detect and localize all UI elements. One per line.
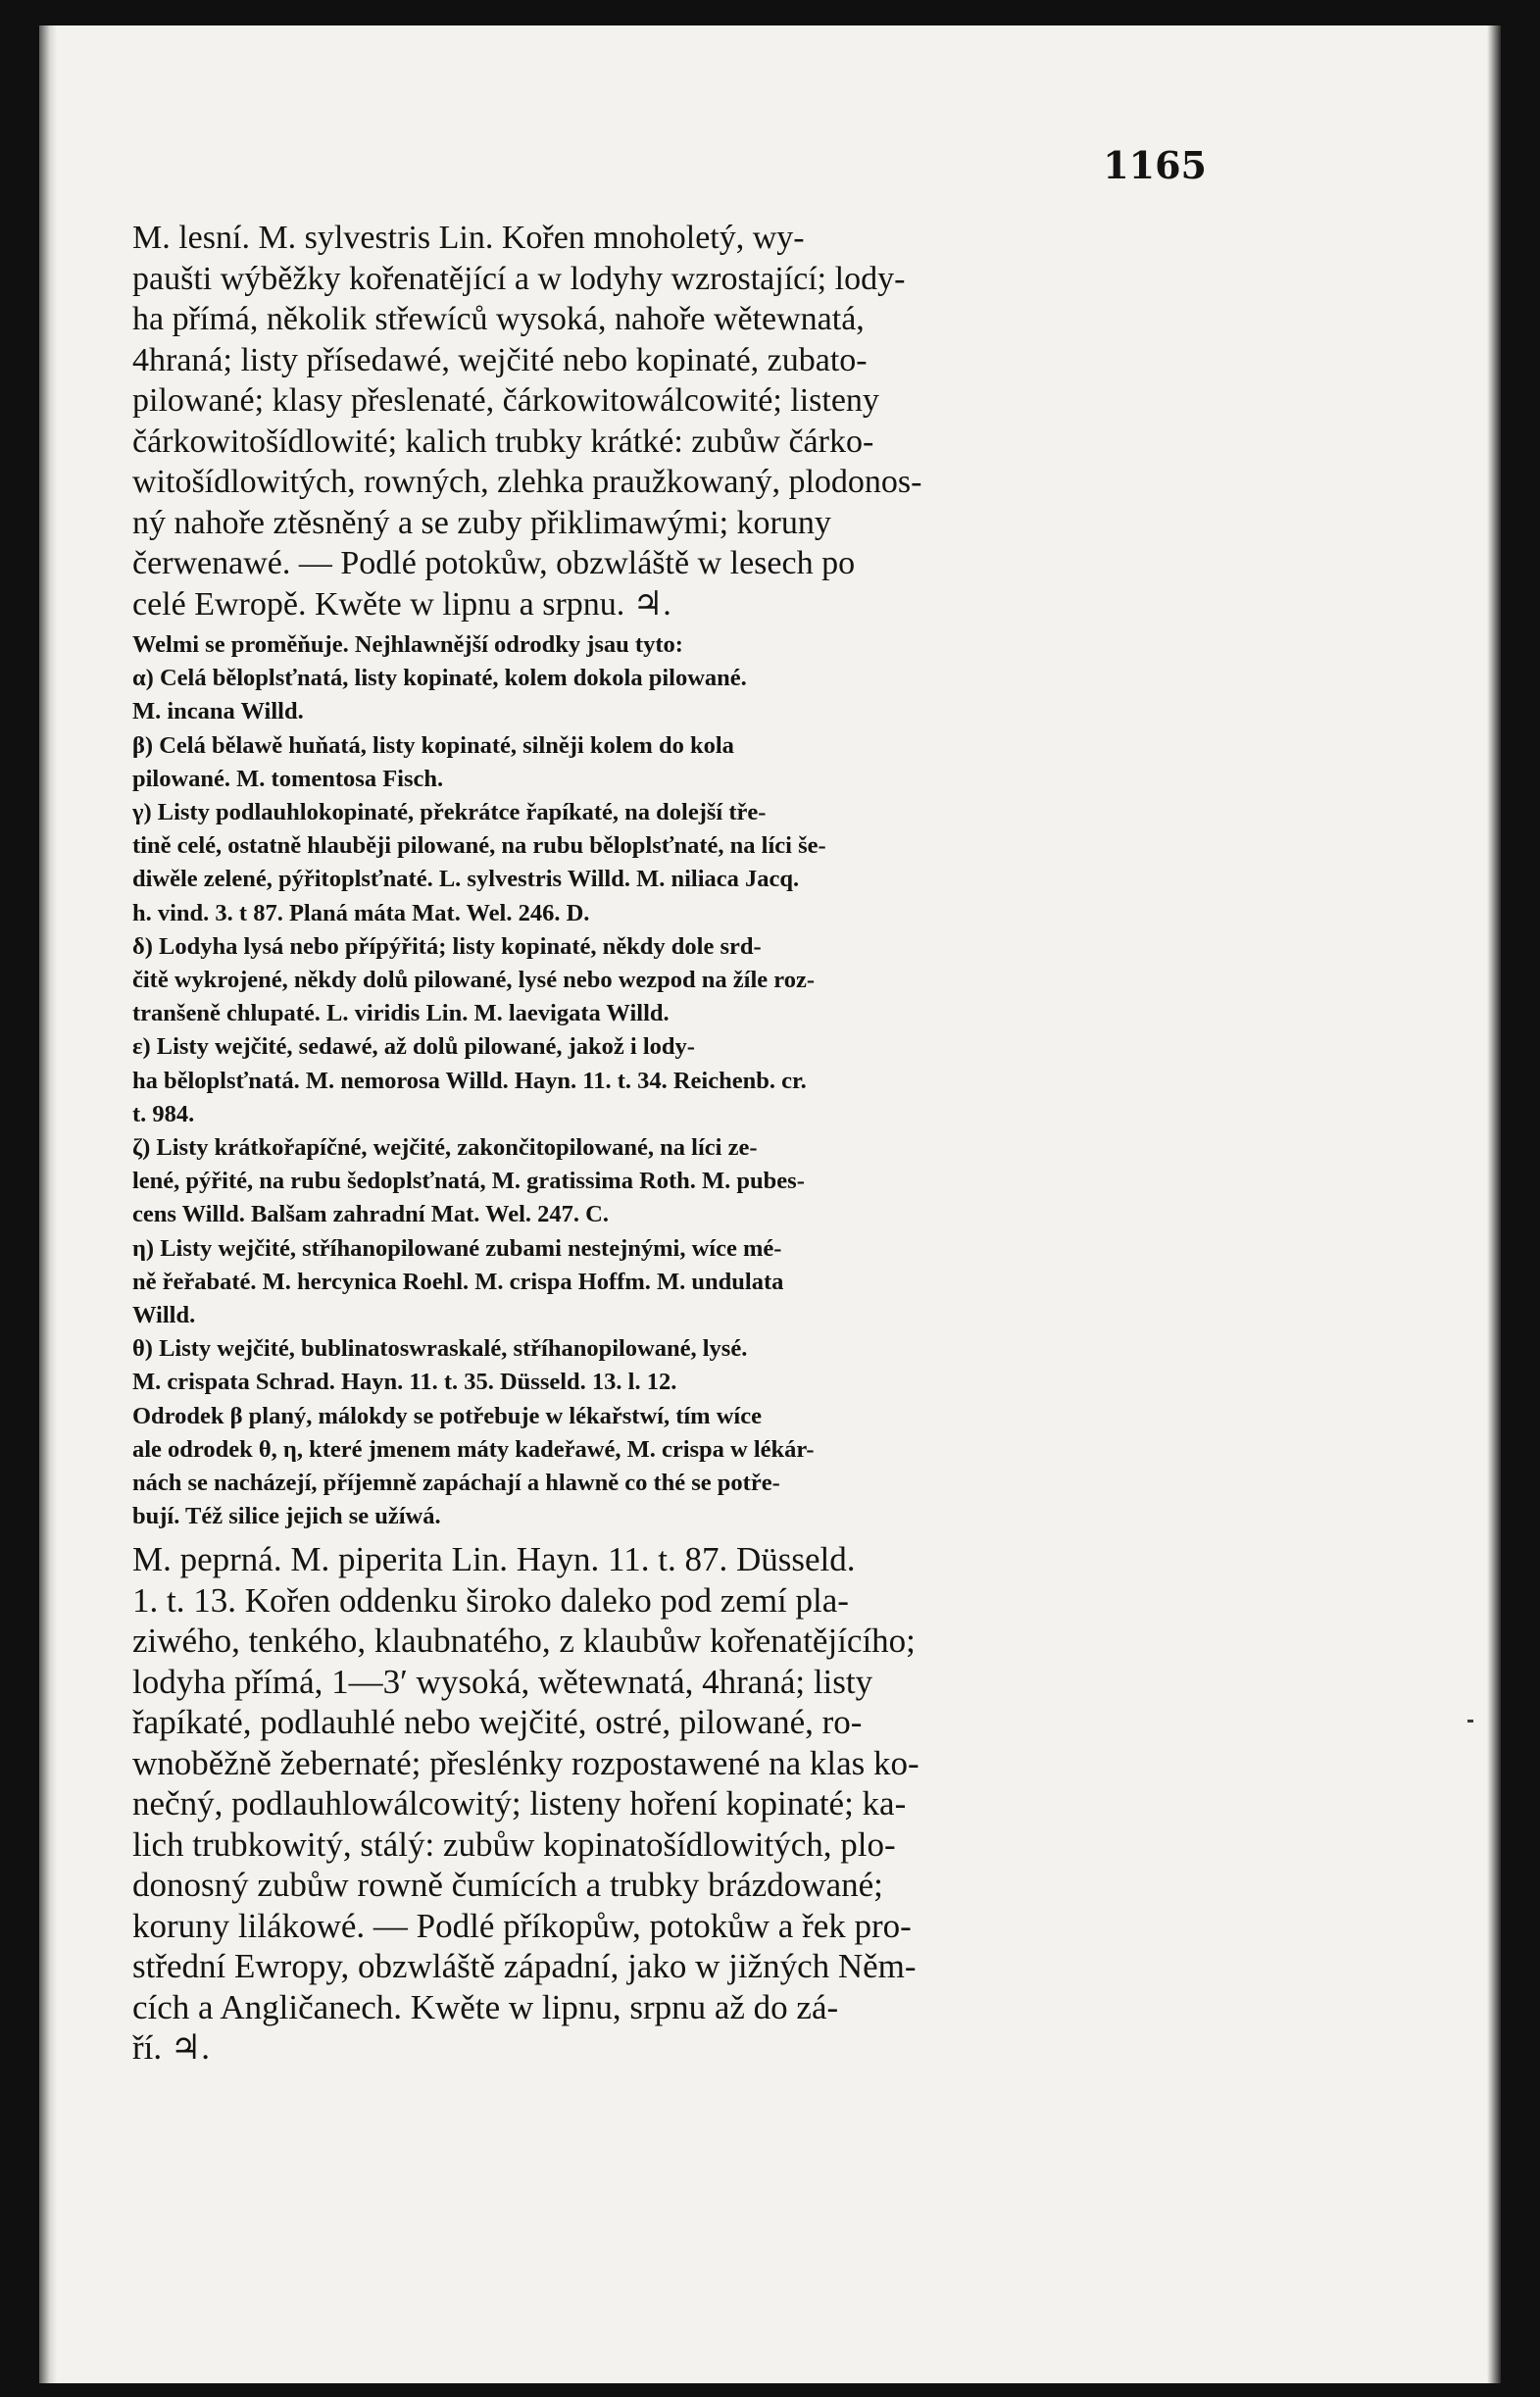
text-line: tině celé, ostatně hlauběji pilowané, na rubu běloplsťnaté, na líci še- [132,832,826,860]
binding-edge [39,25,57,2383]
text-line: lodyha přímá, 1—3′ wysoká, wětewnatá, 4hraná; listy [132,1662,873,1701]
text-line: wnoběžně žebernaté; přeslénky rozpostawené na klas ko- [132,1743,919,1782]
text-line: M. lesní. M. sylvestris Lin. Kořen mnoholetý, wy- [132,220,805,256]
text-line: řapíkaté, podlauhlé nebo wejčité, ostré, pilowané, ro- [132,1703,863,1742]
text-line: ale odrodek θ, η, které jmenem máty kadeřawé, M. crispa w lékár- [132,1435,815,1463]
text-line: ha běloplsťnatá. M. nemorosa Willd. Hayn. 11. t. 34. Reichenb. cr. [132,1067,807,1094]
text-line: α) Celá běloplsťnatá, listy kopinaté, kolem dokola pilowané. [132,665,747,692]
text-line: cích a Angličanech. Kwěte w lipnu, srpnu až do zá- [132,1987,839,2026]
varieties-note [132,628,1240,1533]
text-line: ζ) Listy krátkořapíčné, wejčité, zakončitopilowané, na líci ze- [132,1134,758,1162]
page-edge [1487,25,1501,2383]
text-line: 4hraná; listy přísedawé, wejčité nebo kopinaté, zubato- [132,341,868,378]
text-line: θ) Listy wejčité, bublinatoswraskalé, stříhanopilowané, lysé. [132,1335,748,1363]
page-number: 1165 [1103,143,1207,187]
text-line: h. vind. 3. t 87. Planá máta Mat. Wel. 246. D. [132,899,590,926]
text-line: diwěle zelené, pýřitoplsťnaté. L. sylvestris Willd. M. niliaca Jacq. [132,866,800,893]
text-line: celé Ewropě. Kwěte w lipnu a srpnu. ♃. [132,585,671,623]
text-line: γ) Listy podlauhlokopinaté, překrátce řapíkaté, na dolejší tře- [132,799,767,826]
text-line: M. peprná. M. piperita Lin. Hayn. 11. t. 87. Düsseld. [132,1540,856,1579]
text-line: paušti wýběžky kořenatějící a w lodyhy wzrostající; lody- [132,260,906,297]
text-line: ziwého, tenkého, klaubnatého, z klaubůw kořenatějícího; [132,1622,916,1661]
text-line: η) Listy wejčité, stříhanopilowané zubami nestejnými, wíce mé- [132,1234,782,1262]
text-line: čerwenawé. — Podlé potokůw, obzwláště w lesech po [132,545,856,581]
text-line: nách se nacházejí, příjemně zapáchají a hlawně co thé se potře- [132,1470,780,1497]
text-line: koruny lilákowé. — Podlé příkopůw, potokůw a řek pro- [132,1906,912,1945]
paragraph-mentha-peprna [132,1539,1240,2069]
book-page [39,25,1501,2383]
text-line: ný nahoře ztěsněný a se zuby přiklimawými; koruny [132,504,831,541]
text-line: Willd. [132,1302,196,1329]
text-block [132,218,1240,2069]
text-line: ří. ♃. [132,2028,211,2068]
text-line: δ) Lodyha lysá nebo přípýřitá; listy kopinaté, někdy dole srd- [132,932,762,960]
text-line: ně řeřabaté. M. hercynica Roehl. M. crispa Hoffm. M. undulata [132,1268,784,1295]
text-line: čitě wykrojené, někdy dolů pilowané, lysé nebo wezpod na žíle roz- [132,967,815,994]
text-line: ε) Listy wejčité, sedawé, až dolů pilowané, jakož i lody- [132,1033,695,1061]
text-line: cens Willd. Balšam zahradní Mat. Wel. 247. C. [132,1201,609,1228]
margin-mark [1467,1720,1473,1723]
text-line: střední Ewropy, obzwláště západní, jako w jižných Něm- [132,1947,917,1986]
text-line: pilowané; klasy přeslenaté, čárkowitowálcowité; listeny [132,382,879,419]
text-line: Welmi se proměňuje. Nejhlawnější odrodky jsau tyto: [132,631,683,658]
text-line: Odrodek β planý, málokdy se potřebuje w lékařstwí, tím wíce [132,1402,762,1429]
text-line: lené, pýřité, na rubu šedoplsťnatá, M. gratissima Roth. M. pubes- [132,1168,805,1195]
text-line: witošídlowitých, rowných, zlehka praužkowaný, plodonos- [132,464,922,500]
text-line: M. incana Willd. [132,698,304,725]
text-line: 1. t. 13. Kořen oddenku široko daleko pod zemí pla- [132,1580,849,1620]
text-line: pilowané. M. tomentosa Fisch. [132,765,444,792]
text-line: t. 984. [132,1100,195,1127]
text-line: β) Celá bělawě huňatá, listy kopinaté, silněji kolem do kola [132,731,734,759]
text-line: donosný zubůw rowně čumících a trubky brázdowané; [132,1866,883,1905]
text-line: nečný, podlauhlowálcowitý; listeny hoření kopinaté; ka- [132,1784,907,1823]
paragraph-mentha-lesni [132,218,1240,624]
text-line: čárkowitošídlowité; kalich trubky krátké: zubůw čárko- [132,423,874,460]
text-line: tranšeně chlupaté. L. viridis Lin. M. laevigata Willd. [132,1000,670,1027]
text-line: lich trubkowitý, stálý: zubůw kopinatošídlowitých, plo- [132,1824,896,1864]
text-line: bují. Též silice jejich se užíwá. [132,1503,441,1530]
text-line: ha přímá, několik střewíců wysoká, nahoře wětewnatá, [132,301,865,337]
text-line: M. crispata Schrad. Hayn. 11. t. 35. Düsseld. 13. l. 12. [132,1369,677,1396]
